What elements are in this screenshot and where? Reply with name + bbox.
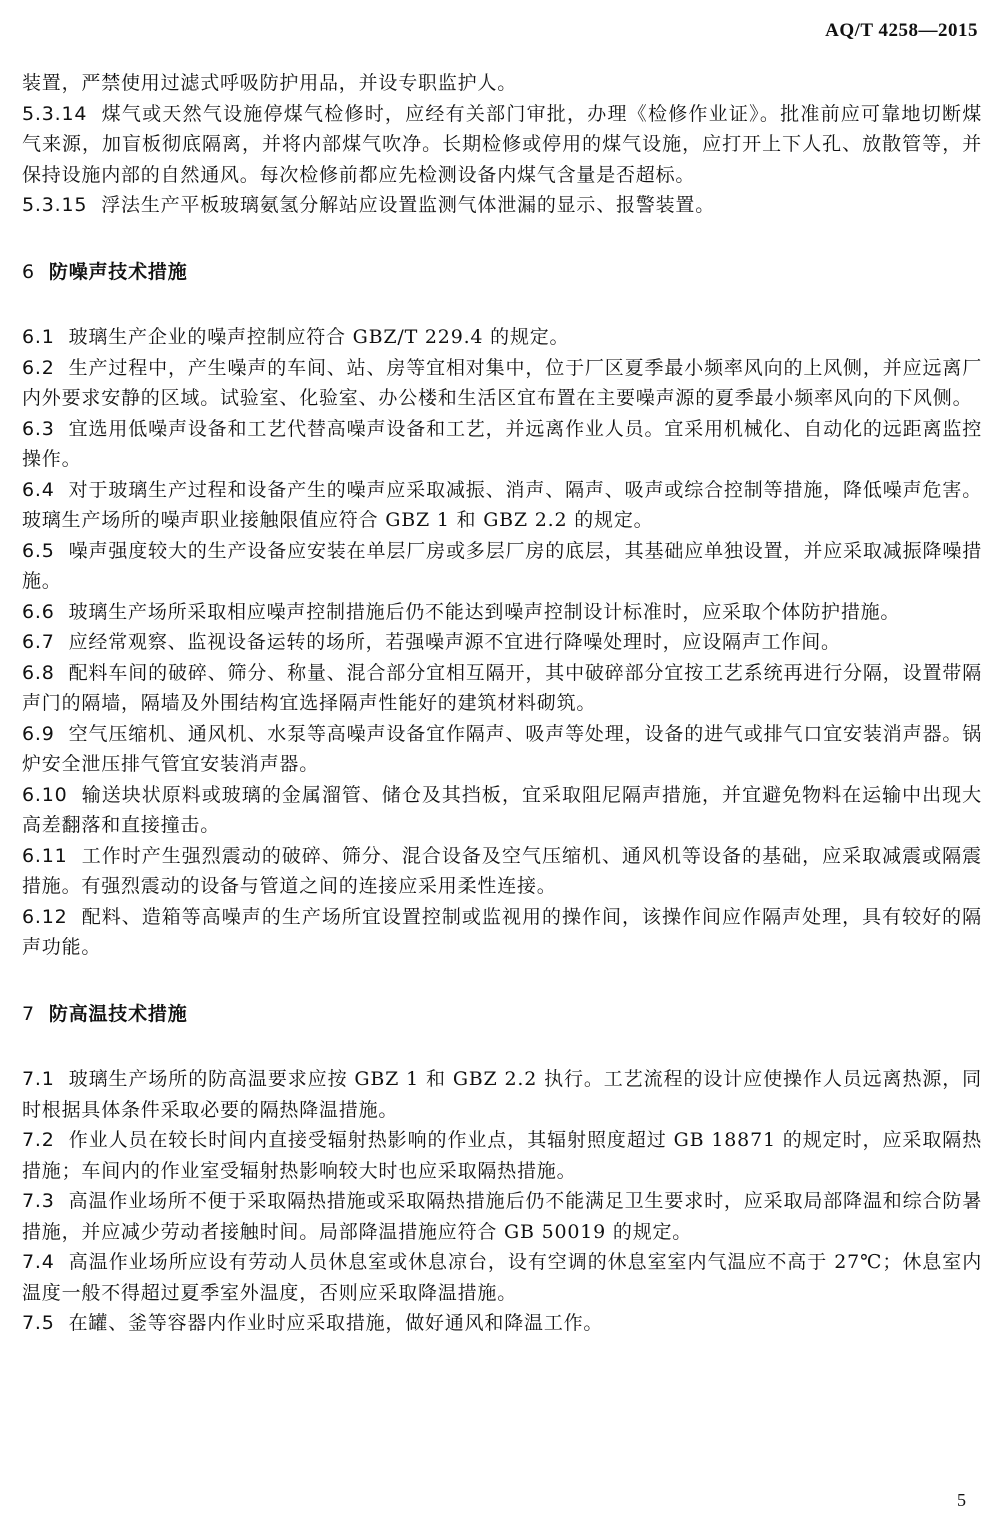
clause-paragraph [22,190,982,221]
clause-number: 6.7 [22,631,55,653]
clause-paragraph [22,414,982,475]
clause-number: 7.5 [22,1312,55,1334]
clause-number: 5.3.15 [22,194,88,216]
clause-number: 7.3 [22,1190,55,1212]
clause-paragraph [22,1125,982,1186]
clause-text: 玻璃生产企业的噪声控制应符合 GBZ/T 229.4 的规定。 [68,326,570,348]
clause-paragraph [22,627,982,658]
clause-paragraph [22,353,982,414]
clause-paragraph [22,536,982,597]
clause-paragraph [22,99,982,191]
clause-number: 6.2 [22,356,55,379]
clause-number: 7 [22,1002,35,1025]
clause-text: 生产过程中，产生噪声的车间、站、房等宜相对集中，位于厂区夏季最小频率风向的上风侧，并应远离厂内外要求安静的区域。试验室、化验室、办公楼和生活区宜布置在主要噪声源的夏季最小频率风向的下风侧。 [22,356,982,409]
clause-number: 6 [22,260,35,283]
clause-paragraph [22,597,982,628]
clause-number: 6.3 [22,417,55,440]
clause-paragraph [22,902,982,963]
clause-number: 6.10 [22,783,68,806]
page-number: 5 [957,1490,966,1510]
clause-text: 对于玻璃生产过程和设备产生的噪声应采取减振、消声、隔声、吸声或综合控制等措施，降低噪声危害。玻璃生产场所的噪声职业接触限值应符合 GBZ 1 和 GBZ 2.2 的规定。 [22,478,982,531]
clause-text: 宜选用低噪声设备和工艺代替高噪声设备和工艺，并远离作业人员。宜采用机械化、自动化的远距离监控操作。 [22,417,982,470]
section-title: 防噪声技术措施 [48,260,188,283]
clause-paragraph [22,658,982,719]
clause-number: 6.1 [22,326,55,348]
clause-paragraph [22,1186,982,1247]
clause-number: 6.4 [22,478,55,501]
clause-paragraph [22,1308,982,1339]
clause-paragraph [22,1247,982,1308]
clause-number: 7.2 [22,1129,55,1151]
clause-text: 玻璃生产场所的防高温要求应按 GBZ 1 和 GBZ 2.2 执行。工艺流程的设计应使操作人员远离热源，同时根据具体条件采取必要的隔热降温措施。 [22,1068,982,1121]
clause-number: 6.8 [22,661,55,684]
document-body [22,68,982,1339]
clause-paragraph [22,322,982,353]
section-title: 防高温技术措施 [48,1002,188,1025]
clause-text: 噪声强度较大的生产设备应安装在单层厂房或多层厂房的底层，其基础应单独设置，并应采取减振降噪措施。 [22,539,982,592]
clause-paragraph [22,780,982,841]
section-heading [22,257,982,288]
clause-number: 6.9 [22,722,55,745]
clause-text: 作业人员在较长时间内直接受辐射热影响的作业点，其辐射照度超过 GB 18871 的规定时，应采取隔热措施；车间内的作业室受辐射热影响较大时也应采取隔热措施。 [22,1129,982,1182]
clause-text: 煤气或天然气设施停煤气检修时，应经有关部门审批，办理《检修作业证》。批准前应可靠地切断煤气来源，加盲板彻底隔离，并将内部煤气吹净。长期检修或停用的煤气设施，应打开上下人孔、放散管等，并保持设施内部的自然通风。每次检修前都应先检测设备内煤气含量是否超标。 [22,102,982,186]
clause-text: 玻璃生产场所采取相应噪声控制措施后仍不能达到噪声控制设计标准时，应采取个体防护措施。 [68,600,901,623]
clause-number: 5.3.14 [22,102,88,125]
clause-text: 装置，严禁使用过滤式呼吸防护用品，并设专职监护人。 [22,72,518,94]
clause-text: 配料、造箱等高噪声的生产场所宜设置控制或监视用的操作间，该操作间应作隔声处理，具有较好的隔声功能。 [22,905,982,958]
clause-number: 6.11 [22,844,68,867]
clause-number: 6.6 [22,600,55,623]
clause-text: 配料车间的破碎、筛分、称量、混合部分宜相互隔开，其中破碎部分宜按工艺系统再进行分隔，设置带隔声门的隔墙，隔墙及外围结构宜选择隔声性能好的建筑材料砌筑。 [22,661,982,714]
clause-number: 7.4 [22,1251,55,1273]
clause-text: 工作时产生强烈震动的破碎、筛分、混合设备及空气压缩机、通风机等设备的基础，应采取减震或隔震措施。有强烈震动的设备与管道之间的连接应采用柔性连接。 [22,844,982,897]
clause-paragraph [22,68,982,99]
clause-paragraph [22,475,982,536]
clause-paragraph [22,719,982,780]
clause-number: 7.1 [22,1068,55,1090]
clause-text: 高温作业场所不便于采取隔热措施或采取隔热措施后仍不能满足卫生要求时，应采取局部降温和综合防暑措施，并应减少劳动者接触时间。局部降温措施应符合 GB 50019 的规定。 [22,1190,982,1243]
clause-text: 在罐、釜等容器内作业时应采取措施，做好通风和降温工作。 [68,1312,604,1334]
standard-code: AQ/T 4258—2015 [825,20,978,41]
clause-number: 6.5 [22,539,55,562]
clause-number: 6.12 [22,905,68,928]
clause-text: 空气压缩机、通风机、水泵等高噪声设备宜作隔声、吸声等处理，设备的进气或排气口宜安装消声器。锅炉安全泄压排气管宜安装消声器。 [22,722,982,775]
clause-paragraph [22,841,982,902]
clause-text: 输送块状原料或玻璃的金属溜管、储仓及其挡板，宜采取阻尼隔声措施，并宜避免物料在运输中出现大高差翻落和直接撞击。 [22,783,982,836]
section-heading [22,999,982,1030]
clause-text: 高温作业场所应设有劳动人员休息室或休息凉台，设有空调的休息室室内气温应不高于 27℃；休息室内温度一般不得超过夏季室外温度，否则应采取降温措施。 [22,1251,982,1304]
clause-paragraph [22,1064,982,1125]
clause-text: 浮法生产平板玻璃氨氢分解站应设置监测气体泄漏的显示、报警装置。 [101,194,716,216]
clause-text: 应经常观察、监视设备运转的场所，若强噪声源不宜进行降噪处理时，应设隔声工作间。 [68,631,841,653]
